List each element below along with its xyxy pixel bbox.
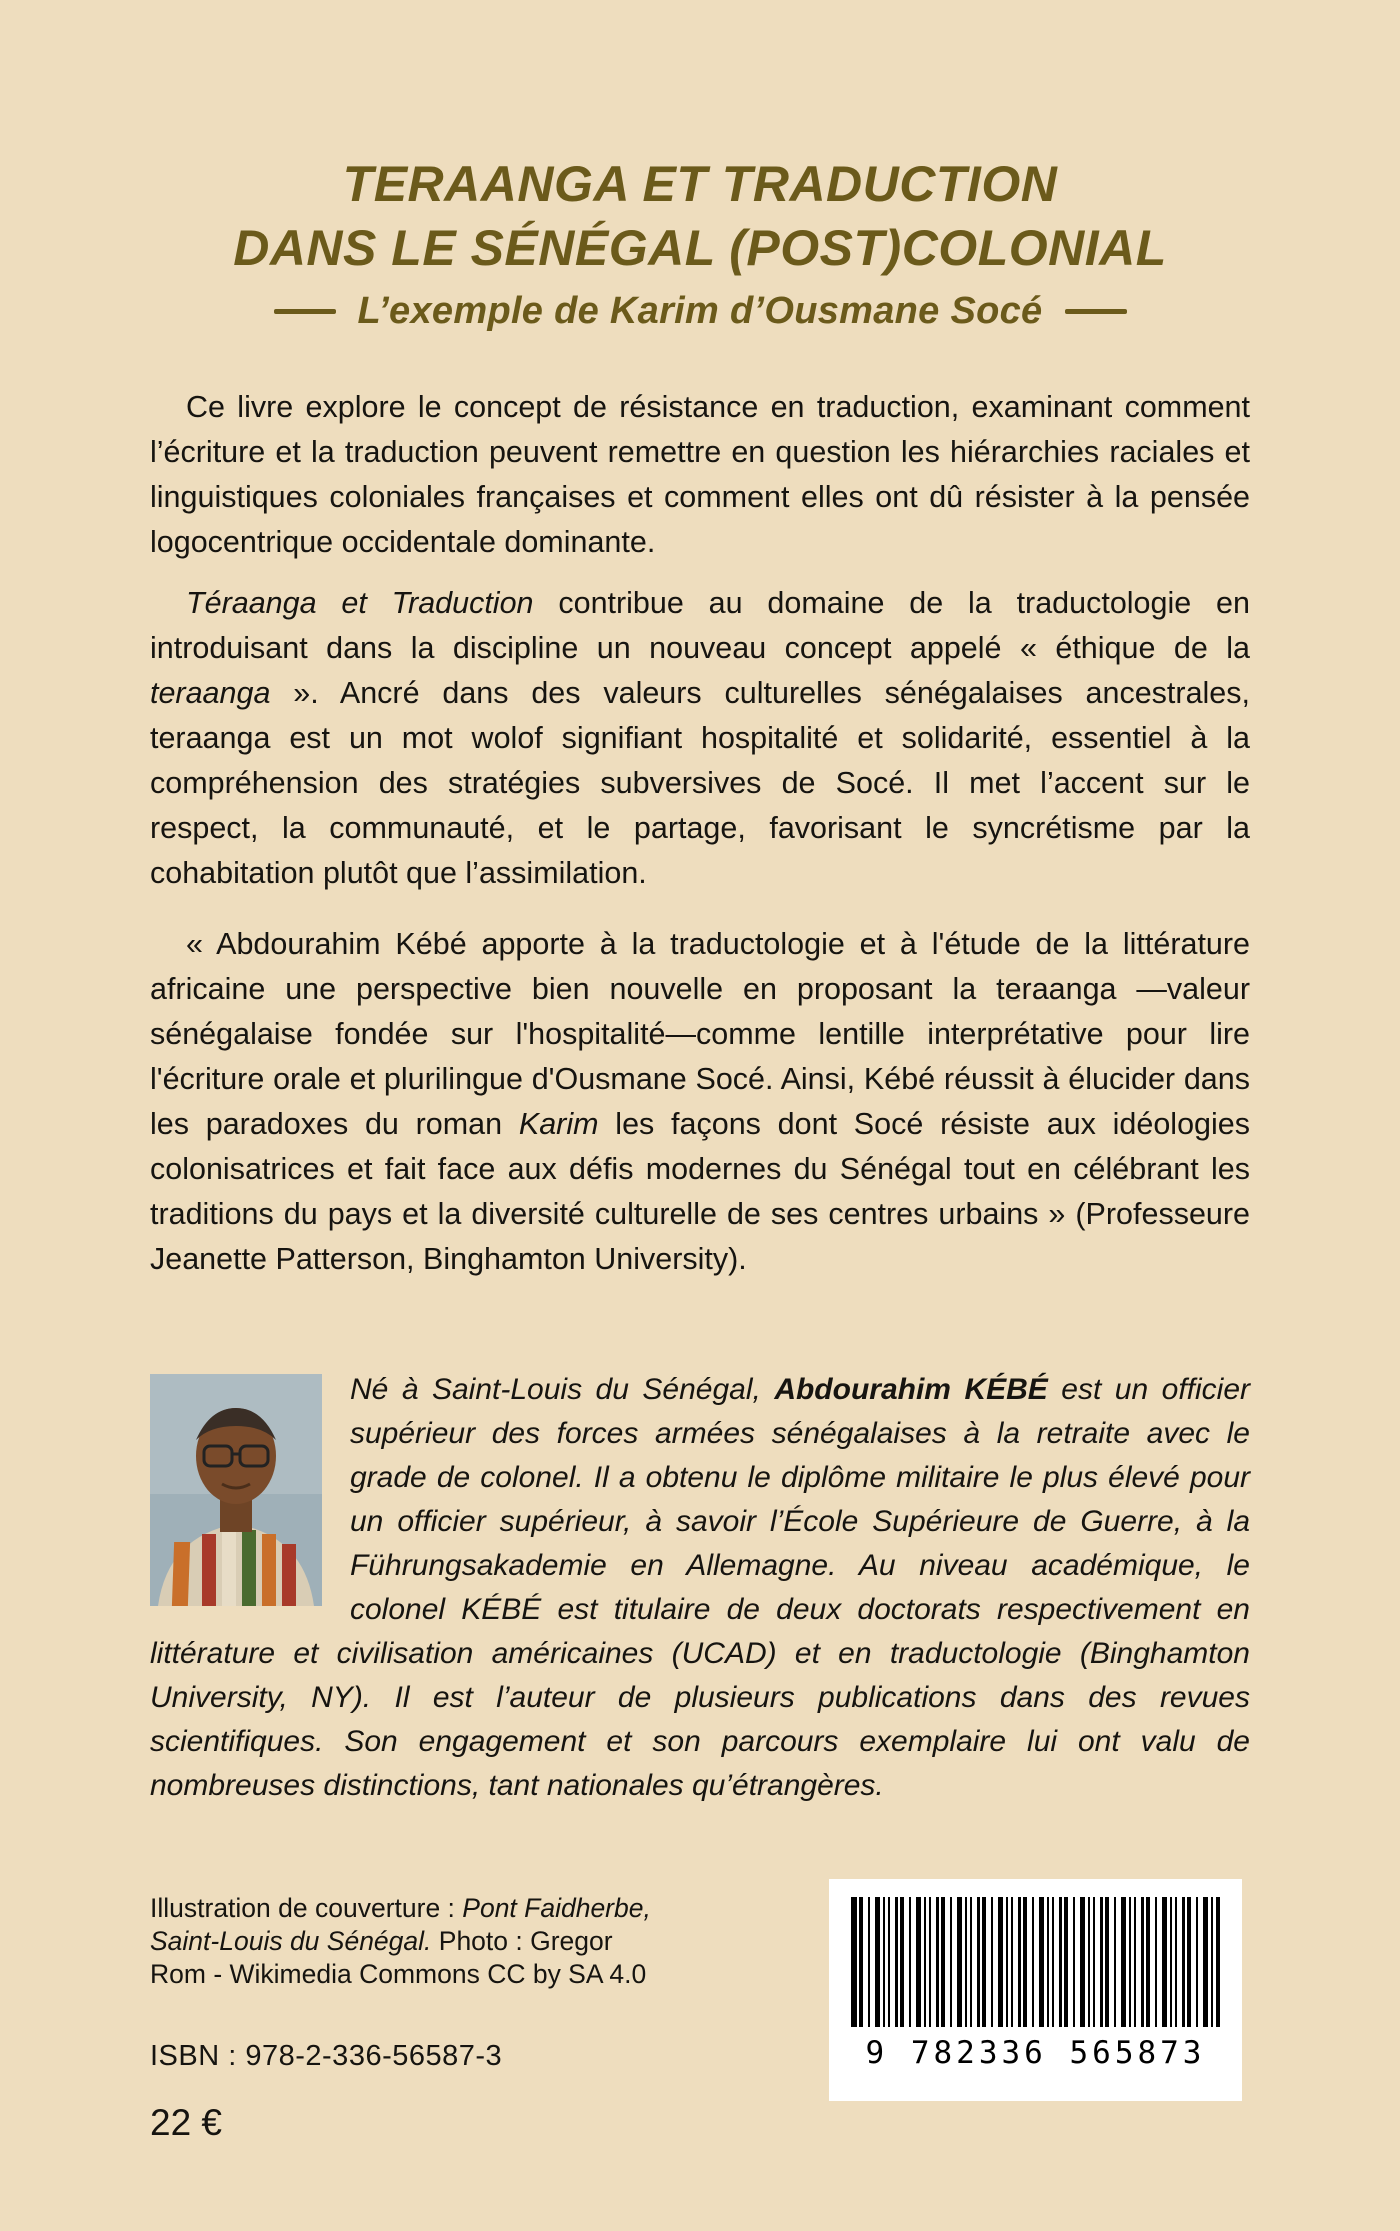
book-subtitle: L’exemple de Karim d’Ousmane Socé [357, 290, 1043, 332]
paragraph-synopsis-text: Ce livre explore le concept de résistance en traduction, examinant comment l’écriture et la traduction peuvent remettre en question les hiérarchies raciales et linguistiques coloniales françaises et comment elles ont dû résister à la pensée logocentrique occidentale dominante. [150, 390, 1250, 559]
bio-author-name: Abdourahim KÉBÉ [774, 1373, 1048, 1406]
subtitle-rule-left [274, 309, 336, 314]
paragraph-blurb-text-a: « Abdourahim Kébé apporte à la traductologie et à l'étude de la littérature africaine une perspective bien nouvelle en proposant la teraanga —valeur sénégalaise fondée sur l'hospitalité—comme lentille interprétative pour lire l'écriture orale et plurilingue d'Ousmane Socé. Ainsi, Kébé réussit à élucider dans les paradoxes du roman [150, 927, 1250, 1141]
credit-text-a: Illustration de couverture : [150, 1893, 463, 1923]
credit-artwork-title-italic: Pont Faidherbe, Saint-Louis du Sénégal. [150, 1893, 651, 1956]
barcode-icon [851, 1897, 1220, 2027]
subtitle-rule-right [1065, 309, 1127, 314]
price: 22 € [150, 2102, 223, 2143]
barcode-number: 9 782336 565873 [865, 2035, 1206, 2071]
title-block [150, 152, 1250, 333]
paragraph-blurb-quote [150, 922, 1250, 1282]
paragraph-concept-teraanga-italic: teraanga [150, 676, 271, 710]
paragraph-blurb-text-b: les façons dont Socé résiste aux idéologies colonisatrices et fait face aux défis modernes du Sénégal tout en célébrant les traditions du pays et la diversité culturelle de ses centres urbains » (Professeure Jeanette Patterson, Binghamton University). [150, 1107, 1250, 1276]
paragraph-concept-text-b: ». Ancré dans des valeurs culturelles sénégalaises ancestrales, teraanga est un mot wolof signifiant hospitalité et solidarité, essentiel à la compréhension des stratégies subversives de Socé. Il met l’accent sur le respect, la communauté, et le partage, favorisant le syncrétisme par la cohabitation plutôt que l’assimilation. [150, 676, 1250, 890]
author-photo [150, 1374, 322, 1606]
book-title-line-1: TERAANGA ET TRADUCTION [342, 156, 1058, 212]
subtitle-row [150, 290, 1250, 333]
barcode-box [829, 1879, 1242, 2101]
paragraph-concept-text-a: contribue au domaine de la traductologie en introduisant dans la discipline un nouveau concept appelé « éthique de la [150, 586, 1250, 665]
body-copy [150, 385, 1250, 1282]
paragraph-concept-title-italic: Téraanga et Traduction [186, 586, 534, 620]
paragraph-blurb-karim-italic: Karim [518, 1107, 599, 1141]
author-bio [150, 1368, 1250, 1808]
credit-text-b: Photo : Gregor Rom - Wikimedia Commons CC by SA 4.0 [150, 1926, 647, 1989]
bio-text-b: est un officier supérieur des forces armées sénégalaises à la retraite avec le grade de colonel. Il a obtenu le diplôme militaire le plus élevé pour un officier supérieur, à savoir l’École Supérieure de Guerre, à la Führungsakademie en Allemagne. Au niveau académique, le colonel KÉBÉ est titulaire de deux doctorats respectivement en littérature et civilisation américaines (UCAD) et en traductologie (Binghamton University, NY). Il est l’auteur de plusieurs publications dans des revues scientifiques. Son engagement et son parcours exemplaire lui ont valu de nombreuses distinctions, tant nationales qu’étrangères. [150, 1373, 1250, 1802]
book-title-line-2: DANS LE SÉNÉGAL (POST)COLONIAL [233, 220, 1167, 276]
author-photo-image [150, 1374, 322, 1606]
bio-text-a: Né à Saint-Louis du Sénégal, [350, 1373, 775, 1406]
cover-illustration-credit [150, 1892, 670, 1991]
paragraph-concept [150, 581, 1250, 896]
isbn: ISBN : 978-2-336-56587-3 [150, 2040, 503, 2072]
paragraph-synopsis [150, 385, 1250, 565]
